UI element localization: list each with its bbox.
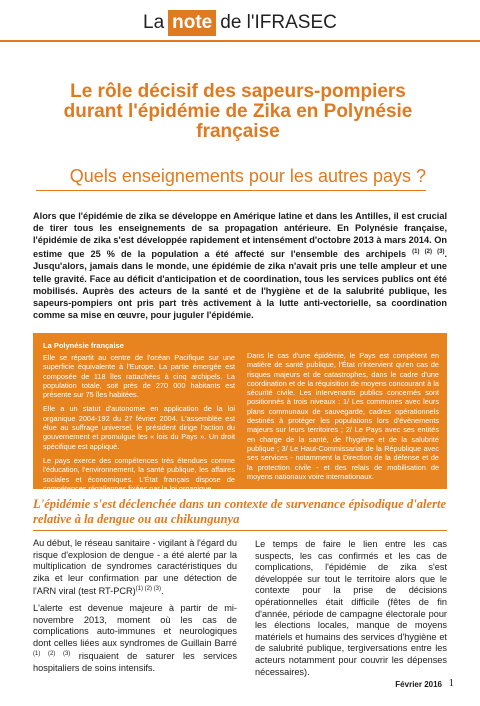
info-box-title: La Polynésie française (43, 341, 124, 350)
body-paragraph (33, 538, 237, 598)
page-title: Le rôle décisif des sapeurs-pompiers durant l'épidémie de Zika en Polynésie française (63, 81, 413, 142)
publication-header (143, 10, 337, 36)
body-text-tail: . (161, 586, 164, 597)
intro-text-part1: Alors que l'épidémie de zika se développe en Amérique latine et dans les Antilles, il est crucial de tirer tous les enseignements de sa propagation antérieure. En Polynésie française, l'épidémie de zika s'est développée rapidement et intensément d'octobre 2013 à mars 2014. On estime que 25 % de la population a été affecté sur l'ensemble des archipels (33, 211, 447, 260)
body-text: Au début, le réseau sanitaire - vigilant à l'égard du risque d'explosion de dengue - a été alerté par la multiplication de syndromes caractéristiques du zika et leur confirmation par une détection de l'ARN viral (test RT-PCR) (33, 538, 238, 597)
page-subtitle: Quels enseignements pour les autres pays ? (69, 166, 426, 186)
info-box-paragraph: Elle a un statut d'autonomie en application de la loi organique 2004-192 du 27 février 2004. L'assemblée est élue au suffrage universel, le président dirige l'action du gouvernement et promulgue les « lois du Pays ». Un droit spécifique est appliqué. (43, 404, 235, 451)
subtitle-divider (36, 190, 426, 191)
body-right-column (255, 539, 447, 683)
header-prefix: La (143, 12, 165, 33)
info-box-left-column (43, 353, 235, 498)
intro-reference: (1) (2) (3) (412, 249, 445, 256)
body-text-tail: risquaient de saturer les services hospitaliers de soins intensifs. (33, 651, 237, 674)
section-heading: L'épidémie s'est déclenchée dans un contexte de survenance épisodique d'alerte relative à la dengue ou au chikungunya (33, 497, 447, 526)
body-paragraph: Le temps de faire le lien entre les cas suspects, les cas confirmés et les cas de complications, l'épidémie de zika s'est développée sur tout le territoire alors que le contexte pour la prise de décisions opérationnelles était difficile (fêtes de fin d'année, période de campagne électorale pour les élections locales, manque de moyens matériels et humains des services d'hygiène et de salubrité publique, tergiversations entre les acteurs notamment pour couvrir les dépenses nécessaires). (255, 539, 447, 677)
body-paragraph (33, 603, 237, 675)
intro-text-part2: . Jusqu'alors, jamais dans le monde, une épidémie de zika n'avait pris une telle ampleur et une telle gravité. Face au déficit d'anticipation et de coordination, tous les services publics ont été mobilisés. Auprès des acteurs de la santé et de l'hygiène et de la salubrité publique, les sapeurs-pompiers ont pris part très activement à la lutte anti-vectorielle, sa coordination comme sa mise en œuvre, pour juguler l'épidémie. (33, 249, 448, 320)
page-number: 1 (448, 677, 454, 689)
intro-paragraph (33, 210, 447, 321)
info-box-polynesie (33, 333, 447, 493)
section-divider (33, 530, 447, 531)
footer-date: Février 2016 (395, 680, 442, 689)
body-left-column (33, 538, 237, 680)
header-note-badge: note (168, 10, 216, 36)
info-box-right-column (247, 351, 439, 486)
body-text: L'alerte est devenue majeure à partir de mi-novembre 2013, moment où les cas de complications auto-immunes et neurologiques dont celles liées aux syndromes de Guillain Barré (33, 603, 237, 648)
header-divider (0, 40, 480, 42)
body-reference: (1) (2) (3) (33, 651, 71, 658)
info-box-paragraph: Dans le cas d'une épidémie, le Pays est compétent en matière de santé publique, l'État n'intervient qu'en cas de risques majeurs et de catastrophes, dans le cadre d'une coordination et de la réquisition de moyens concourant à la sécurité civile. Les intervenants publics concernés sont positionnés à trois niveaux : 1/ Les communes avec leurs plans communaux de sauvegarde, cadres opérationnels destinés à protéger les populations lors d'évènements majeurs sur leurs territoires ; 2/ Le Pays avec ses entités en charge de la santé, de l'hygiène et de la salubrité publique ; 3/ Le Haut-Commissariat de la République avec ses services - notamment la Direction de la défense et de la protection civile - et des relais de mobilisation de moyens nationaux voire internationaux. (247, 351, 439, 481)
info-box-paragraph: Elle se répartit au centre de l'océan Pacifique sur une superficie équivalente à l'Europe. La partie émergée est composée de 118 îles rattachées à cinq archipels. La population totale, soit près de 270 000 habitants est présente sur 75 îles habitées. (43, 353, 235, 400)
header-suffix: de l'IFRASEC (220, 12, 337, 33)
info-box-paragraph: Le pays exerce des compétences très étendues comme l'éducation, l'environnement, la santé publique, les affaires sociales et économiques. L'État français dispose de compétences régaliennes fixées par la loi organique. (43, 455, 235, 493)
body-reference: (1) (2) (3) (135, 586, 161, 593)
